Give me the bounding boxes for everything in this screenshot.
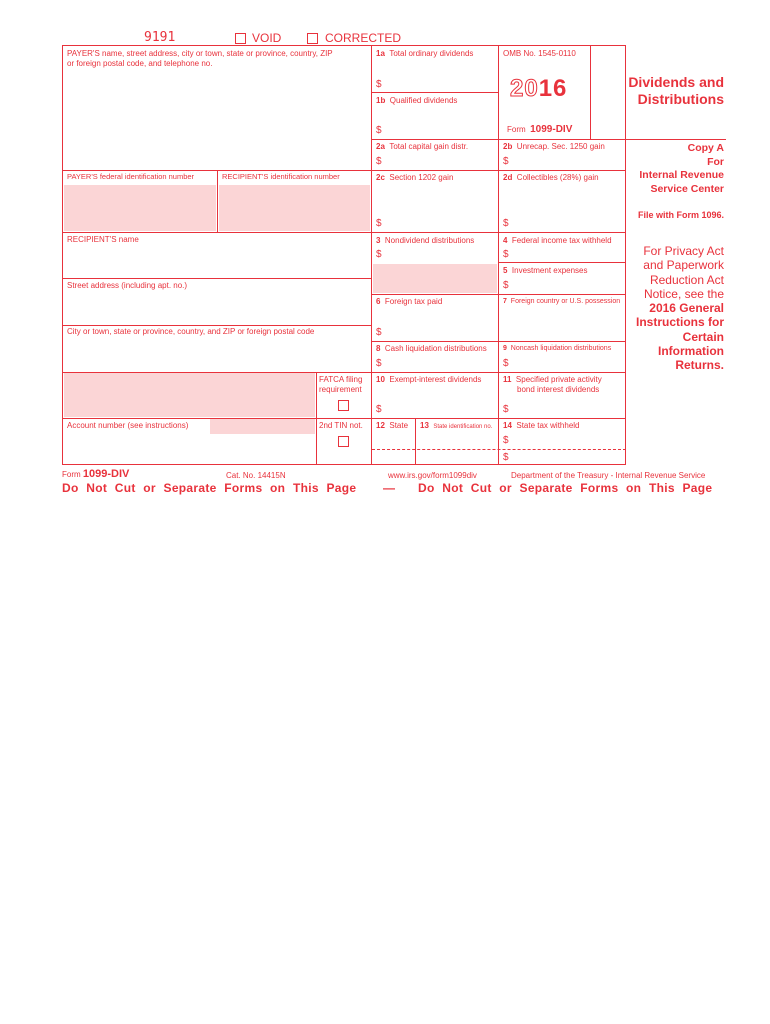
- fatca-label: FATCA filing: [319, 375, 363, 384]
- copy-a: Copy A For Internal Revenue Service Center: [639, 142, 724, 195]
- shaded-box-3: [373, 264, 497, 293]
- box-9: 9 Noncash liquidation distributions: [503, 345, 612, 352]
- dollar-2c: $: [376, 218, 382, 229]
- omb-label: OMB No. 1545-0110: [503, 49, 576, 58]
- dollar-2d: $: [503, 218, 509, 229]
- corrected-checkbox[interactable]: [307, 33, 318, 44]
- dollar-5: $: [503, 280, 509, 291]
- box-1b: 1b Qualified dividends: [376, 96, 458, 105]
- box-2d: 2d Collectibles (28%) gain: [503, 173, 599, 182]
- dollar-9: $: [503, 358, 509, 369]
- footer-form-name: Form 1099-DIV: [62, 468, 130, 480]
- dollar-1b: $: [376, 125, 382, 136]
- box-2c: 2c Section 1202 gain: [376, 173, 454, 182]
- box-14: 14 State tax withheld: [503, 421, 580, 430]
- box-12: 12 State: [376, 421, 409, 430]
- fatca-left-shade: [64, 373, 315, 417]
- form-code: 9191: [144, 30, 176, 45]
- dollar-11: $: [503, 404, 509, 415]
- instructions-ref: 2016 General Instructions for Certain Information Returns.: [635, 301, 724, 373]
- box-10: 10 Exempt-interest dividends: [376, 375, 482, 384]
- form-title: Dividends and Distributions: [628, 74, 724, 107]
- box-11-line2: bond interest dividends: [517, 385, 600, 394]
- footer-dept: Department of the Treasury - Internal Revenue Service: [511, 471, 706, 480]
- box-5: 5 Investment expenses: [503, 266, 588, 275]
- form-name-header: Form 1099-DIV: [507, 124, 573, 135]
- dollar-1a: $: [376, 79, 382, 90]
- payer-tin-label: PAYER'S federal identification number: [67, 172, 195, 181]
- privacy-notice: For Privacy Act and Paperwork Reduction Act Notice, see the: [643, 244, 724, 301]
- tin-not-checkbox[interactable]: [338, 436, 349, 447]
- street-label: Street address (including apt. no.): [67, 281, 188, 290]
- tax-year: 2016: [510, 75, 568, 102]
- corrected-label: CORRECTED: [325, 31, 402, 45]
- footer-url[interactable]: www.irs.gov/form1099div: [388, 471, 477, 480]
- void-checkbox[interactable]: [235, 33, 246, 44]
- box-4: 4 Federal income tax withheld: [503, 236, 612, 245]
- box-2b: 2b Unrecap. Sec. 1250 gain: [503, 142, 605, 151]
- box-13: 13 State identification no.: [420, 421, 493, 430]
- dollar-4: $: [503, 249, 509, 260]
- do-not-cut-left: Do Not Cut or Separate Forms on This Page: [62, 481, 357, 495]
- box-7: 7 Foreign country or U.S. possession: [503, 298, 621, 305]
- recipient-name-label: RECIPIENT'S name: [67, 235, 139, 244]
- dollar-2a: $: [376, 156, 382, 167]
- fatca-label-2: requirement: [319, 385, 362, 394]
- file-with: File with Form 1096.: [637, 210, 724, 220]
- recipient-tin-fill[interactable]: [219, 185, 370, 231]
- dollar-6: $: [376, 327, 382, 338]
- payer-tin-fill[interactable]: [64, 185, 216, 231]
- box-8: 8 Cash liquidation distributions: [376, 344, 487, 353]
- dollar-8: $: [376, 358, 382, 369]
- recipient-tin-label: RECIPIENT'S identification number: [222, 172, 340, 181]
- fatca-checkbox[interactable]: [338, 400, 349, 411]
- account-shade: [210, 419, 315, 434]
- city-label: City or town, state or province, country, and ZIP or foreign postal code: [67, 327, 315, 336]
- payer-name-label: PAYER'S name, street address, city or town, state or province, country, ZIP: [67, 49, 333, 58]
- box-2a: 2a Total capital gain distr.: [376, 142, 469, 151]
- dollar-14a: $: [503, 435, 509, 446]
- dollar-2b: $: [503, 156, 509, 167]
- tin-not-label: 2nd TIN not.: [319, 421, 363, 430]
- dollar-10: $: [376, 404, 382, 415]
- box-1a: 1a Total ordinary dividends: [376, 49, 474, 58]
- do-not-cut-right: Do Not Cut or Separate Forms on This Page: [418, 481, 713, 495]
- dollar-14b: $: [503, 452, 509, 463]
- dollar-3: $: [376, 249, 382, 260]
- footer-cat: Cat. No. 14415N: [226, 471, 286, 480]
- account-label: Account number (see instructions): [67, 421, 189, 430]
- box-6: 6 Foreign tax paid: [376, 297, 443, 306]
- box-3: 3 Nondividend distributions: [376, 236, 475, 245]
- footer-dash: —: [383, 481, 396, 495]
- payer-name-label-2: or foreign postal code, and telephone no.: [67, 59, 213, 68]
- box-11: 11 Specified private activity: [503, 375, 602, 384]
- void-label: VOID: [252, 31, 282, 45]
